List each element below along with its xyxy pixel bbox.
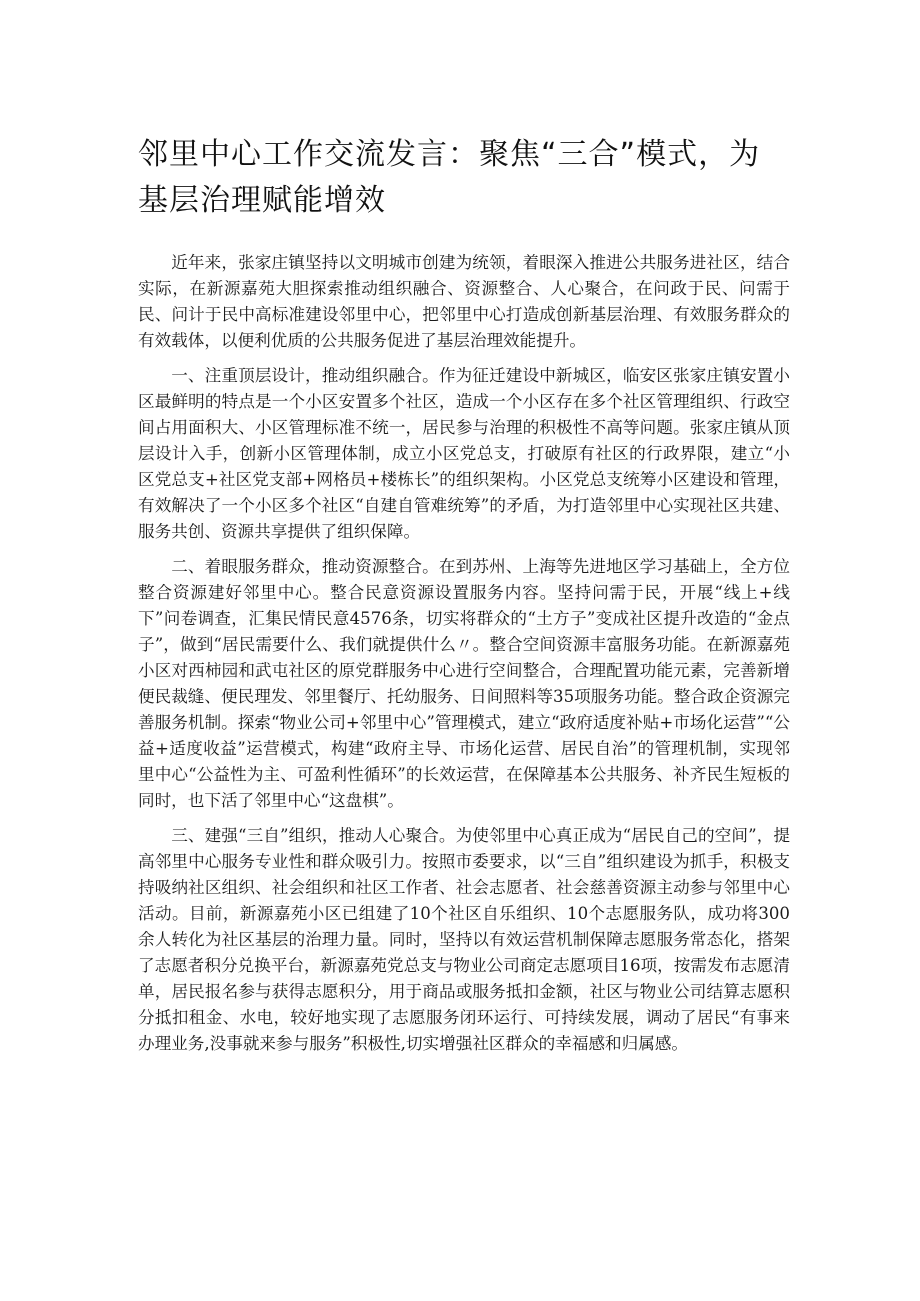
paragraph-intro: 近年来，张家庄镇坚持以文明城市创建为统领，着眼深入推进公共服务进社区，结合实际，在新源嘉苑大胆探索推动组织融合、资源整合、人心聚合，在问政于民、问需于民、问计于民中高标准建设邻里中心，把邻里中心打造成创新基层治理、有效服务群众的有效载体，以便利优质的公共服务促进了基层治理效能提升。: [138, 253, 790, 350]
paragraph-section-2: 二、着眼服务群众，推动资源整合。在到苏州、上海等先进地区学习基础上，全方位整合资源建好邻里中心。整合民意资源设置服务内容。坚持问需于民，开展“线上+线下”问卷调查，汇集民情民意4576条，切实将群众的“土方子”变成社区提升改造的“金点子”，做到“居民需要什么、我们就提供什么〃。整合空间资源丰富服务功能。在新源嘉苑小区对西柿园和武屯社区的原党群服务中心进行空间整合，合理配置功能元素，完善新增便民裁缝、便民理发、邻里餐厅、托幼服务、日间照料等35项服务功能。整合政企资源完善服务机制。探索“物业公司+邻里中心”管理模式，建立“政府适度补贴+市场化运营”“公益+适度收益”运营模式，构建“政府主导、市场化运营、居民自治”的管理机制，实现邻里中心“公益性为主、可盈利性循环”的长效运营，在保障基本公共服务、补齐民生短板的同时，也下活了邻里中心“这盘棋”。: [138, 557, 790, 810]
paragraph-section-3: 三、建强“三自”组织，推动人心聚合。为使邻里中心真正成为“居民自己的空间”，提高邻里中心服务专业性和群众吸引力。按照市委要求，以“三自”组织建设为抓手，积极支持吸纳社区组织、社会组织和社区工作者、社会志愿者、社会慈善资源主动参与邻里中心活动。目前，新源嘉苑小区已组建了10个社区自乐组织、10个志愿服务队，成功将300余人转化为社区基层的治理力量。同时，坚持以有效运营机制保障志愿服务常态化，搭架了志愿者积分兑换平台，新源嘉苑党总支与物业公司商定志愿项目16项，按需发布志愿清单，居民报名参与获得志愿积分，用于商品或服务抵扣金额，社区与物业公司结算志愿积分抵扣租金、水电，较好地实现了志愿服务闭环运行、可持续发展，调动了居民“有事来办理业务,没事就来参与服务”积极性,切实增强社区群众的幸福感和归属感。: [138, 826, 790, 1053]
document-body: [138, 132, 790, 1066]
document-title: 邻里中心工作交流发言：聚焦“三合”模式，为基层治理赋能增效: [138, 137, 761, 218]
paragraph-section-1: 一、注重顶层设计，推动组织融合。作为征迁建设中新城区，临安区张家庄镇安置小区最鲜明的特点是一个小区安置多个社区，造成一个小区存在多个社区管理组织、行政空间占用面积大、小区管理标准不统一，居民参与治理的积极性不高等问题。张家庄镇从顶层设计入手，创新小区管理体制，成立小区党总支，打破原有社区的行政界限，建立“小区党总支+社区党支部+网格员+楼栋长”的组织架构。小区党总支统筹小区建设和管理，有效解决了一个小区多个社区“自建自管难统筹”的矛盾，为打造邻里中心实现社区共建、服务共创、资源共享提供了组织保障。: [138, 366, 790, 541]
